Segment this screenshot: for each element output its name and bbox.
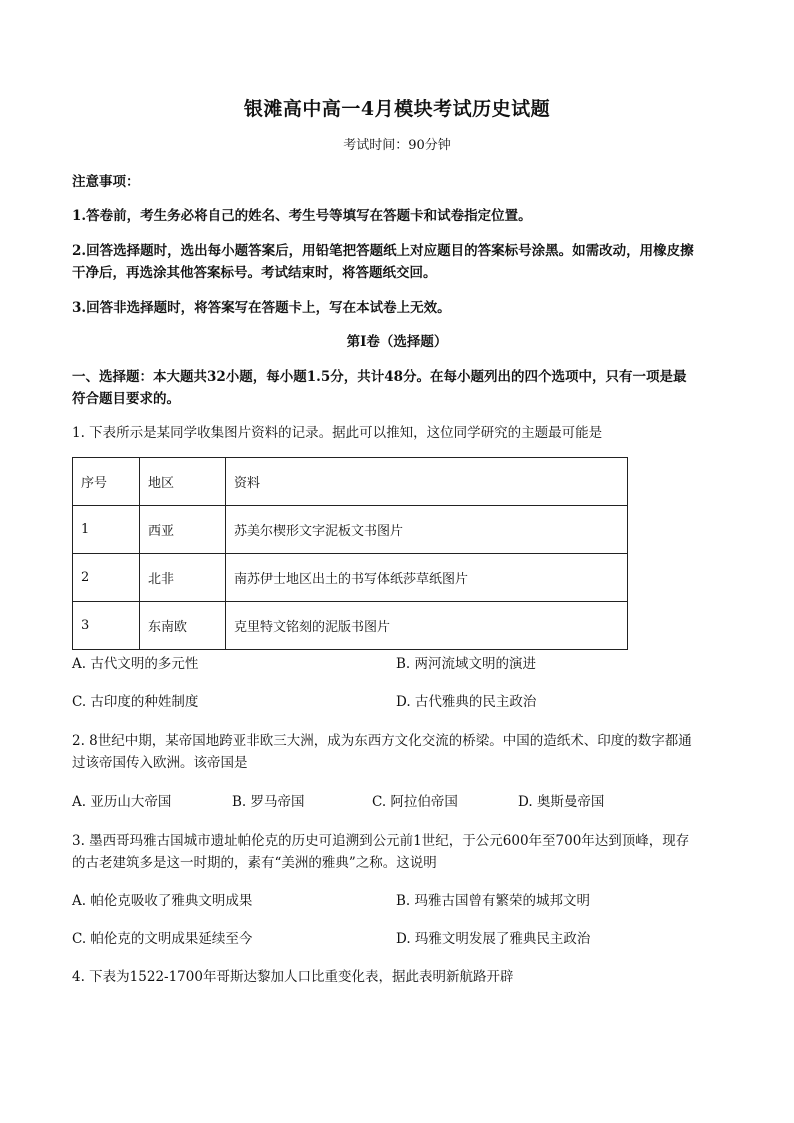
table-header-cell: 资料	[226, 458, 628, 506]
table-row	[73, 506, 628, 554]
table-cell: 西亚	[140, 506, 226, 554]
note-2-line-2: 干净后，再选涂其他答案标号。考试结束时，将答题纸交回。	[72, 265, 437, 281]
question-3-option-d: D. 玛雅文明发展了雅典民主政治	[396, 931, 591, 947]
table-cell: 3	[73, 602, 140, 650]
exam-title: 银滩高中高一4月模块考试历史试题	[243, 98, 551, 120]
question-3-stem-line-2: 的古老建筑多是这一时期的，素有“美洲的雅典”之称。这说明	[72, 855, 437, 871]
note-3: 3.回答非选择题时，将答案写在答题卡上，写在本试卷上无效。	[72, 300, 451, 316]
part1-instructions-line-1: 一、选择题：本大题共32小题，每小题1.5分，共计48分。在每小题列出的四个选项中，只有一项是最	[72, 369, 687, 385]
question-2-option-d: D. 奥斯曼帝国	[518, 794, 605, 810]
question-2-option-c: C. 阿拉伯帝国	[372, 794, 458, 810]
section-heading: 第Ⅰ卷（选择题）	[346, 334, 448, 350]
table-cell: 东南欧	[140, 602, 226, 650]
note-1: 1.答卷前，考生务必将自己的姓名、考生号等填写在答题卡和试卷指定位置。	[72, 208, 532, 224]
question-3-option-b: B. 玛雅古国曾有繁荣的城邦文明	[396, 893, 591, 909]
question-2-option-a: A. 亚历山大帝国	[72, 794, 172, 810]
table-row	[73, 554, 628, 602]
question-3-stem-line-1: 3. 墨西哥玛雅古国城市遗址帕伦克的历史可追溯到公元前1世纪，于公元600年至700年达到顶峰，现存	[72, 833, 690, 849]
notes-heading: 注意事项：	[72, 174, 140, 190]
question-1-option-d: D. 古代雅典的民主政治	[396, 694, 537, 710]
table-cell: 2	[73, 554, 140, 602]
table-cell: 1	[73, 506, 140, 554]
question-4-stem: 4. 下表为1522-1700年哥斯达黎加人口比重变化表，据此表明新航路开辟	[72, 969, 514, 985]
question-1-option-c: C. 古印度的种姓制度	[72, 694, 199, 710]
table-header-cell: 序号	[73, 458, 140, 506]
table-cell: 苏美尔楔形文字泥板文书图片	[226, 506, 628, 554]
question-1-option-a: A. 古代文明的多元性	[72, 656, 199, 672]
table-row	[73, 602, 628, 650]
table-header-cell: 地区	[140, 458, 226, 506]
question-2-stem-line-2: 过该帝国传入欧洲。该帝国是	[72, 755, 248, 771]
table-cell: 南苏伊士地区出土的书写体纸莎草纸图片	[226, 554, 628, 602]
question-1-option-b: B. 两河流域文明的演进	[396, 656, 537, 672]
part1-instructions-line-2: 符合题目要求的。	[72, 391, 180, 407]
table-cell: 克里特文铭刻的泥版书图片	[226, 602, 628, 650]
exam-duration: 考试时间：90分钟	[343, 138, 451, 153]
question-3-option-c: C. 帕伦克的文明成果延续至今	[72, 931, 253, 947]
table-header-row	[73, 458, 628, 506]
question-3-option-a: A. 帕伦克吸收了雅典文明成果	[72, 893, 253, 909]
note-2-line-1: 2.回答选择题时，选出每小题答案后，用铅笔把答题纸上对应题目的答案标号涂黑。如需改动，用橡皮擦	[72, 243, 694, 259]
question-1-table	[72, 457, 628, 650]
table-cell: 北非	[140, 554, 226, 602]
question-2-option-b: B. 罗马帝国	[232, 794, 305, 810]
question-2-stem-line-1: 2. 8世纪中期，某帝国地跨亚非欧三大洲，成为东西方文化交流的桥梁。中国的造纸术、印度的数字都通	[72, 733, 692, 749]
question-1-stem: 1. 下表所示是某同学收集图片资料的记录。据此可以推知，这位同学研究的主题最可能是	[72, 425, 603, 441]
